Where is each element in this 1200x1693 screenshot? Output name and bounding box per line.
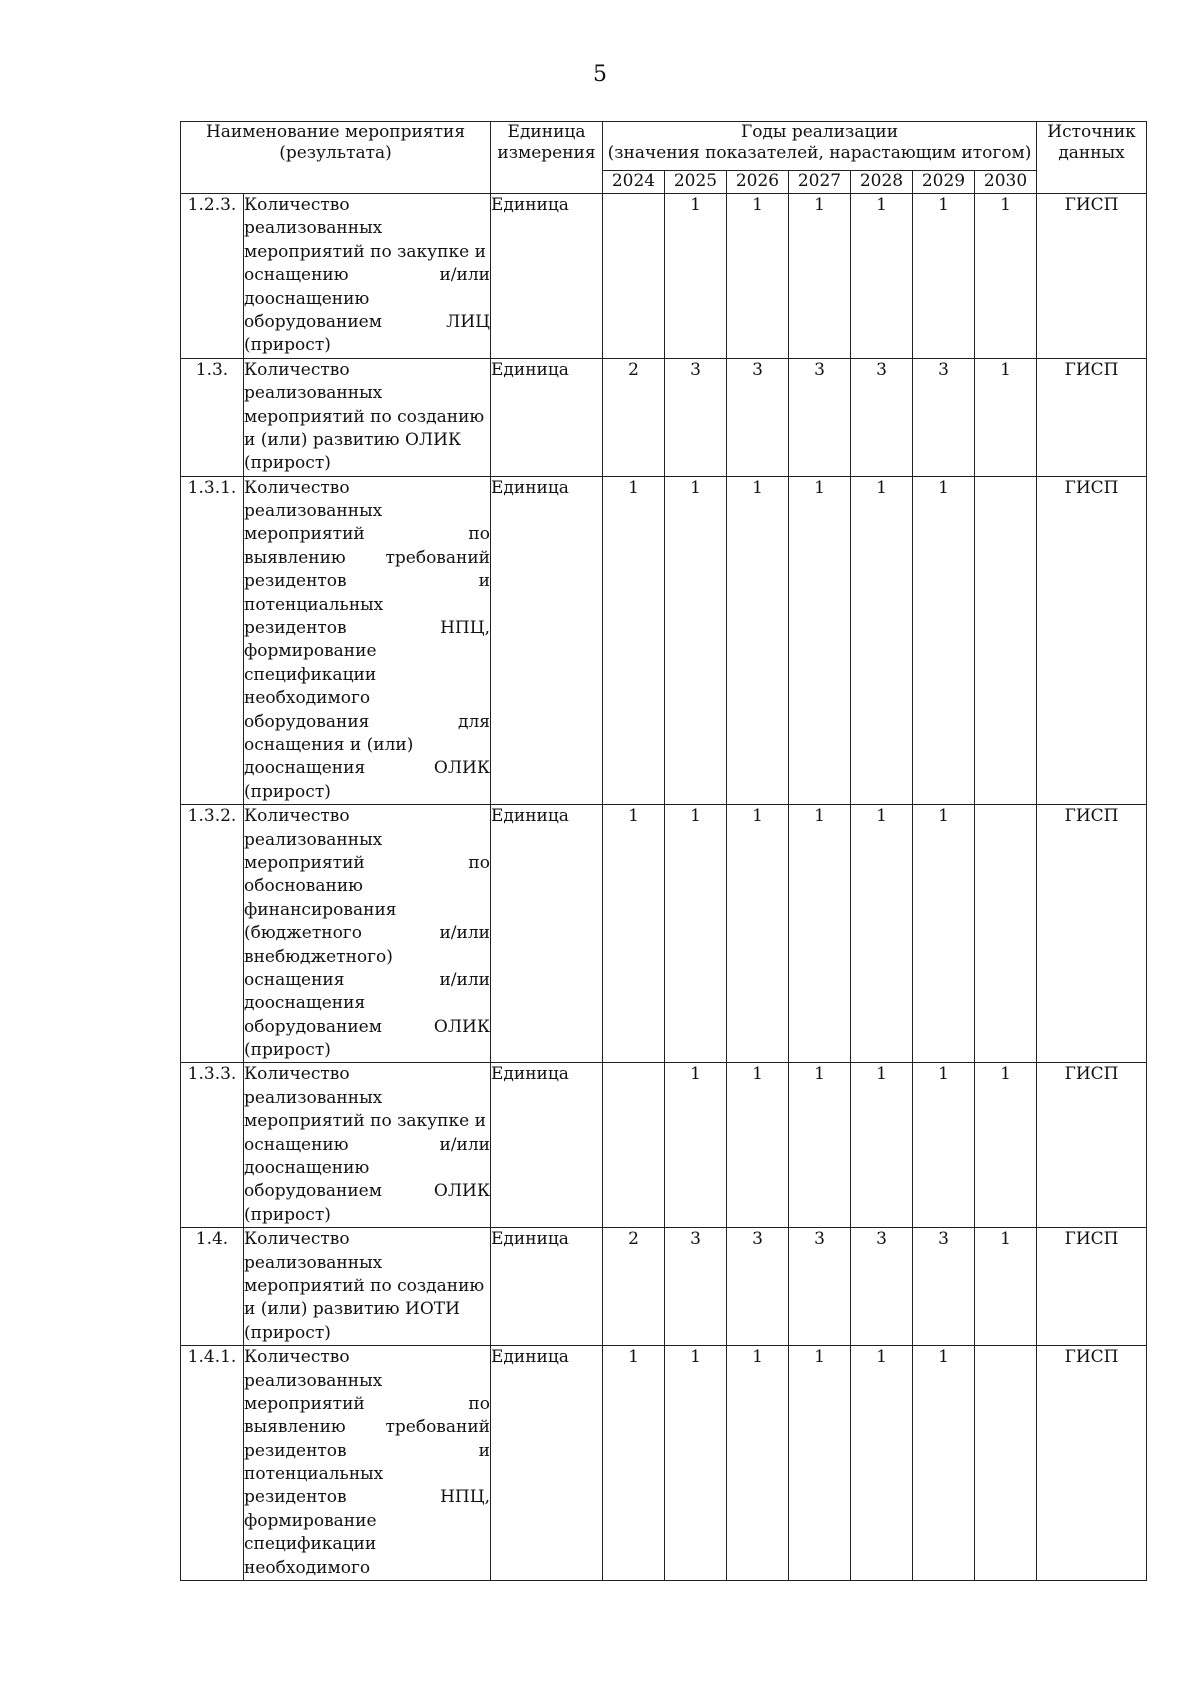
- row-value-2024: [603, 194, 665, 359]
- row-name-line: потенциальных: [244, 1464, 384, 1485]
- row-value-2030: 1: [975, 1063, 1037, 1228]
- row-name-line: обоснованию: [244, 876, 363, 897]
- row-name-line: оснащению и/или: [244, 265, 490, 286]
- row-name-line: мероприятий по: [244, 852, 490, 873]
- table-row: [181, 805, 1147, 1063]
- row-name: [244, 1228, 491, 1346]
- row-name-line: резидентов и: [244, 571, 490, 592]
- row-name-line: мероприятий по закупке и: [244, 241, 486, 262]
- row-name-line: необходимого: [244, 1557, 371, 1578]
- row-unit: Единица: [491, 476, 603, 804]
- row-name-line: реализованных: [244, 1252, 383, 1273]
- row-name-line: оснащения и (или): [244, 734, 414, 755]
- row-value-2025: 1: [665, 476, 727, 804]
- row-name-line: спецификации: [244, 664, 377, 685]
- row-name-line: оборудованием ЛИЦ: [244, 311, 490, 332]
- header-year-2026: 2026: [727, 171, 789, 194]
- row-number: 1.3.1.: [181, 476, 244, 804]
- row-name-line: внебюджетного): [244, 946, 393, 967]
- row-value-2025: 1: [665, 194, 727, 359]
- row-value-2030: [975, 805, 1037, 1063]
- row-number: 1.3.3.: [181, 1063, 244, 1228]
- row-name-line: выявлению требований: [244, 1417, 490, 1438]
- row-value-2029: 1: [913, 1346, 975, 1581]
- row-name-line: Количество: [244, 195, 350, 215]
- row-number: 1.2.3.: [181, 194, 244, 359]
- row-value-2028: 3: [851, 358, 913, 476]
- row-source: ГИСП: [1037, 476, 1147, 804]
- row-name-line: Количество: [244, 806, 350, 827]
- row-value-2026: 1: [727, 194, 789, 359]
- row-name-line: необходимого: [244, 688, 371, 709]
- row-value-2027: 1: [789, 194, 851, 359]
- header-years-title: Годы реализации: [740, 122, 899, 142]
- row-name-line: формирование: [244, 641, 377, 662]
- row-number: 1.3.: [181, 358, 244, 476]
- table-row: [181, 1228, 1147, 1346]
- row-name: [244, 1063, 491, 1228]
- row-name: [244, 476, 491, 804]
- table-row: [181, 476, 1147, 804]
- row-name: [244, 358, 491, 476]
- row-value-2029: 1: [913, 805, 975, 1063]
- row-name-line: оснащения и/или: [244, 969, 490, 990]
- row-unit: Единица: [491, 358, 603, 476]
- row-source: ГИСП: [1037, 1063, 1147, 1228]
- row-source: ГИСП: [1037, 1228, 1147, 1346]
- row-name: [244, 194, 491, 359]
- row-name-line: реализованных: [244, 829, 383, 850]
- row-value-2030: 1: [975, 358, 1037, 476]
- row-value-2025: 3: [665, 358, 727, 476]
- header-year-2027: 2027: [789, 171, 851, 194]
- row-number: 1.4.1.: [181, 1346, 244, 1581]
- row-value-2029: 3: [913, 1228, 975, 1346]
- header-unit-column: Единица измерения: [491, 122, 603, 194]
- table-row: [181, 194, 1147, 359]
- row-value-2028: 1: [851, 1346, 913, 1581]
- row-name-line: реализованных: [244, 218, 383, 239]
- row-value-2024: 1: [603, 1346, 665, 1581]
- row-name-line: (бюджетного и/или: [244, 923, 490, 944]
- row-value-2025: 1: [665, 1063, 727, 1228]
- row-value-2027: 3: [789, 358, 851, 476]
- row-name-line: и (или) развитию ИОТИ: [244, 1299, 460, 1320]
- row-value-2024: 2: [603, 358, 665, 476]
- row-name-line: мероприятий по созданию: [244, 1275, 485, 1296]
- row-number: 1.4.: [181, 1228, 244, 1346]
- row-name-line: мероприятий по: [244, 524, 490, 545]
- row-source: ГИСП: [1037, 1346, 1147, 1581]
- row-name-line: реализованных: [244, 1370, 383, 1391]
- row-name-line: формирование: [244, 1510, 377, 1531]
- row-name-line: мероприятий по закупке и: [244, 1111, 486, 1132]
- row-name-line: (прирост): [244, 453, 331, 474]
- row-source: ГИСП: [1037, 358, 1147, 476]
- row-value-2028: 1: [851, 194, 913, 359]
- row-name-line: дооснащения ОЛИК: [244, 758, 490, 779]
- row-unit: Единица: [491, 1346, 603, 1581]
- row-name-line: оснащению и/или: [244, 1134, 490, 1155]
- row-name-line: дооснащению: [244, 288, 370, 309]
- row-value-2024: [603, 1063, 665, 1228]
- row-name-line: мероприятий по созданию: [244, 406, 485, 427]
- row-value-2029: 1: [913, 1063, 975, 1228]
- row-name-line: выявлению требований: [244, 547, 490, 568]
- row-unit: Единица: [491, 805, 603, 1063]
- row-name-line: мероприятий по: [244, 1393, 490, 1414]
- row-value-2027: 3: [789, 1228, 851, 1346]
- row-value-2024: 1: [603, 805, 665, 1063]
- row-value-2024: 1: [603, 476, 665, 804]
- page-number: 5: [593, 62, 607, 87]
- row-unit: Единица: [491, 1228, 603, 1346]
- row-name: [244, 1346, 491, 1581]
- row-name-line: реализованных: [244, 501, 383, 522]
- header-years-group: [603, 122, 1037, 171]
- indicators-table: [180, 121, 1147, 1581]
- row-name-line: резидентов НПЦ,: [244, 1487, 490, 1508]
- row-name-line: потенциальных: [244, 594, 384, 615]
- row-name-line: Количество: [244, 477, 350, 498]
- row-name-line: реализованных: [244, 383, 383, 404]
- row-name-line: финансирования: [244, 899, 397, 920]
- row-value-2025: 1: [665, 805, 727, 1063]
- row-value-2028: 1: [851, 476, 913, 804]
- row-value-2030: 1: [975, 1228, 1037, 1346]
- row-name-line: Количество: [244, 359, 350, 380]
- row-name-line: резидентов и: [244, 1440, 490, 1461]
- row-name-line: Количество: [244, 1064, 350, 1085]
- row-name-line: (прирост): [244, 335, 331, 356]
- row-value-2027: 1: [789, 1063, 851, 1228]
- row-value-2029: 3: [913, 358, 975, 476]
- row-value-2027: 1: [789, 805, 851, 1063]
- row-value-2024: 2: [603, 1228, 665, 1346]
- row-name-line: резидентов НПЦ,: [244, 618, 490, 639]
- row-value-2028: 1: [851, 805, 913, 1063]
- row-value-2026: 1: [727, 476, 789, 804]
- row-name-line: (прирост): [244, 1322, 331, 1343]
- table-row: [181, 358, 1147, 476]
- header-year-2025: 2025: [665, 171, 727, 194]
- row-value-2025: 1: [665, 1346, 727, 1581]
- row-source: ГИСП: [1037, 805, 1147, 1063]
- row-value-2030: [975, 476, 1037, 804]
- row-value-2026: 1: [727, 1346, 789, 1581]
- table-row: [181, 1063, 1147, 1228]
- row-name: [244, 805, 491, 1063]
- row-value-2026: 1: [727, 805, 789, 1063]
- row-value-2025: 3: [665, 1228, 727, 1346]
- row-number: 1.3.2.: [181, 805, 244, 1063]
- row-name-line: оборудования для: [244, 711, 490, 732]
- row-name-line: реализованных: [244, 1087, 383, 1108]
- row-value-2027: 1: [789, 476, 851, 804]
- header-years-note: (значения показателей, нарастающим итогом): [607, 143, 1032, 163]
- row-name-line: (прирост): [244, 1040, 331, 1061]
- row-name-line: (прирост): [244, 781, 331, 802]
- row-value-2028: 1: [851, 1063, 913, 1228]
- header-name-column: Наименование мероприятия (результата): [181, 122, 491, 194]
- header-year-2029: 2029: [913, 171, 975, 194]
- row-unit: Единица: [491, 1063, 603, 1228]
- row-value-2029: 1: [913, 476, 975, 804]
- header-year-2030: 2030: [975, 171, 1037, 194]
- row-value-2026: 3: [727, 358, 789, 476]
- row-name-line: Количество: [244, 1229, 350, 1250]
- row-name-line: оборудованием ОЛИК: [244, 1016, 490, 1037]
- row-value-2026: 3: [727, 1228, 789, 1346]
- row-name-line: (прирост): [244, 1204, 331, 1225]
- header-source-column: Источник данных: [1037, 122, 1147, 194]
- row-name-line: Количество: [244, 1347, 350, 1368]
- header-year-2024: 2024: [603, 171, 665, 194]
- row-value-2026: 1: [727, 1063, 789, 1228]
- row-name-line: и (или) развитию ОЛИК: [244, 429, 462, 450]
- row-unit: Единица: [491, 194, 603, 359]
- row-name-line: спецификации: [244, 1534, 377, 1555]
- table-row: [181, 1346, 1147, 1581]
- row-value-2030: [975, 1346, 1037, 1581]
- row-name-line: дооснащению: [244, 1158, 370, 1179]
- row-name-line: дооснащения: [244, 993, 366, 1014]
- header-year-2028: 2028: [851, 171, 913, 194]
- row-name-line: оборудованием ОЛИК: [244, 1181, 490, 1202]
- row-source: ГИСП: [1037, 194, 1147, 359]
- row-value-2029: 1: [913, 194, 975, 359]
- row-value-2030: 1: [975, 194, 1037, 359]
- row-value-2028: 3: [851, 1228, 913, 1346]
- row-value-2027: 1: [789, 1346, 851, 1581]
